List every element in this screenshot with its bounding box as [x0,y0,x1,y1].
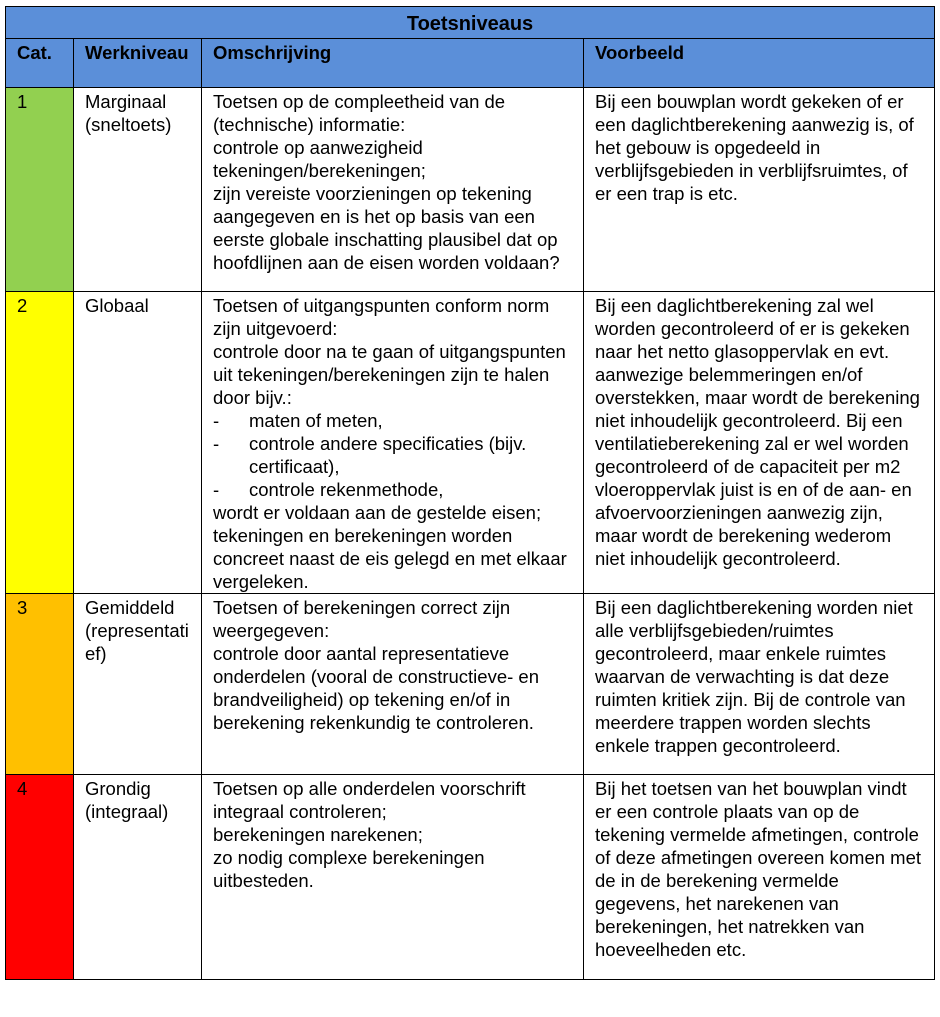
example-text: Bij een daglichtberekening zal wel worden gecontroleerd of er is gekeken naar het netto glasoppervlak en evt. aanwezige belemmeringen en/of overstekken, maar wordt de berekening niet inhoudelijk gecontroleerd. Bij een ventilatieberekening zal er wel worden gecontroleerd of de capaciteit per m2 vloeroppervlak juist is en of de aan- en afvoervoorzieningen aanwezig zijn, maar wordt de berekening wederom niet inhoudelijk gecontroleerd. [595,295,920,569]
level-qualifier: (representatief) [85,620,189,664]
example-text: Bij het toetsen van het bouwplan vindt er een controle plaats van op de tekening vermelde afmetingen, controle of deze afmetingen overeen komen met de in de berekening vermelde gegevens, het narekenen van berekeningen, het natrekken van hoeveelheden etc. [595,778,921,960]
category-cell [6,594,74,775]
description-cell [202,594,584,775]
description-line: berekeningen narekenen; [213,824,423,845]
example-text: Bij een daglichtberekening worden niet alle verblijfsgebieden/ruimtes gecontroleerd, maar enkele ruimtes waarvan de verwachting is dat deze ruimten kritiek zijn. Bij de controle van meerdere trappen worden slechts enkele trappen gecontroleerd. [595,597,913,756]
description-line: controle op aanwezigheid tekeningen/berekeningen; [213,137,426,181]
description-line: Toetsen of uitgangspunten conform norm zijn uitgevoerd: [213,295,550,339]
example-cell [584,775,935,980]
category-cell [6,775,74,980]
bullet-item: - controle andere specificaties (bijv. certificaat), [213,432,572,478]
example-cell [584,594,935,775]
description-line: zijn vereiste voorzieningen op tekening aangegeven en is het op basis van een eerste globale inschatting plausibel dat op hoofdlijnen aan de eisen worden voldaan? [213,183,560,273]
toetsniveaus-table [5,6,935,980]
level-cell [74,775,202,980]
description-line: Toetsen op alle onderdelen voorschrift integraal controleren; [213,778,526,822]
level-name: Gemiddeld [85,597,175,618]
table-row [6,292,935,594]
header-example: Voorbeeld [584,39,935,88]
category-cell [6,88,74,292]
description-cell [202,775,584,980]
level-name: Marginaal [85,91,167,112]
header-level: Werkniveau [74,39,202,88]
description-cell [202,88,584,292]
level-cell [74,292,202,594]
category-number: 3 [17,597,28,618]
description-line: zo nodig complexe berekeningen uitbesteden. [213,847,485,891]
header-description: Omschrijving [202,39,584,88]
table-row [6,594,935,775]
table-row [6,775,935,980]
category-cell [6,292,74,594]
description-line: controle door aantal representatieve onderdelen (vooral de constructieve- en brandveiligheid) op tekening en/of in berekening rekenkundig te controleren. [213,643,539,733]
example-text: Bij een bouwplan wordt gekeken of er een daglichtberekening aanwezig is, of het gebouw is opgedeeld in verblijfsgebieden in verblijfsruimtes, of er een trap is etc. [595,91,914,204]
table-title: Toetsniveaus [6,7,935,39]
bullet-text: controle andere specificaties (bijv. certificaat), [249,433,527,477]
description-line: tekeningen en berekeningen worden concreet naast de eis gelegd en met elkaar vergeleken. [213,525,567,592]
level-cell [74,88,202,292]
level-name: Grondig [85,778,151,799]
level-qualifier: (integraal) [85,801,169,822]
table-row [6,88,935,292]
example-cell [584,292,935,594]
description-line: Toetsen op de compleetheid van de (technische) informatie: [213,91,506,135]
category-number: 2 [17,295,28,316]
level-cell [74,594,202,775]
header-cat: Cat. [6,39,74,88]
category-number: 4 [17,778,28,799]
bullet-item: - controle rekenmethode, [213,478,572,501]
level-qualifier: (sneltoets) [85,114,172,135]
bullet-text: maten of meten, [249,410,383,431]
category-number: 1 [17,91,28,112]
example-cell [584,88,935,292]
description-line: Toetsen of berekeningen correct zijn weergegeven: [213,597,511,641]
description-cell [202,292,584,594]
bullet-text: controle rekenmethode, [249,479,444,500]
level-name: Globaal [85,295,149,316]
description-line: wordt er voldaan aan de gestelde eisen; [213,502,542,523]
bullet-item: - maten of meten, [213,409,572,432]
description-line: controle door na te gaan of uitgangspunten uit tekeningen/berekeningen zijn te halen door bijv.: [213,341,566,408]
